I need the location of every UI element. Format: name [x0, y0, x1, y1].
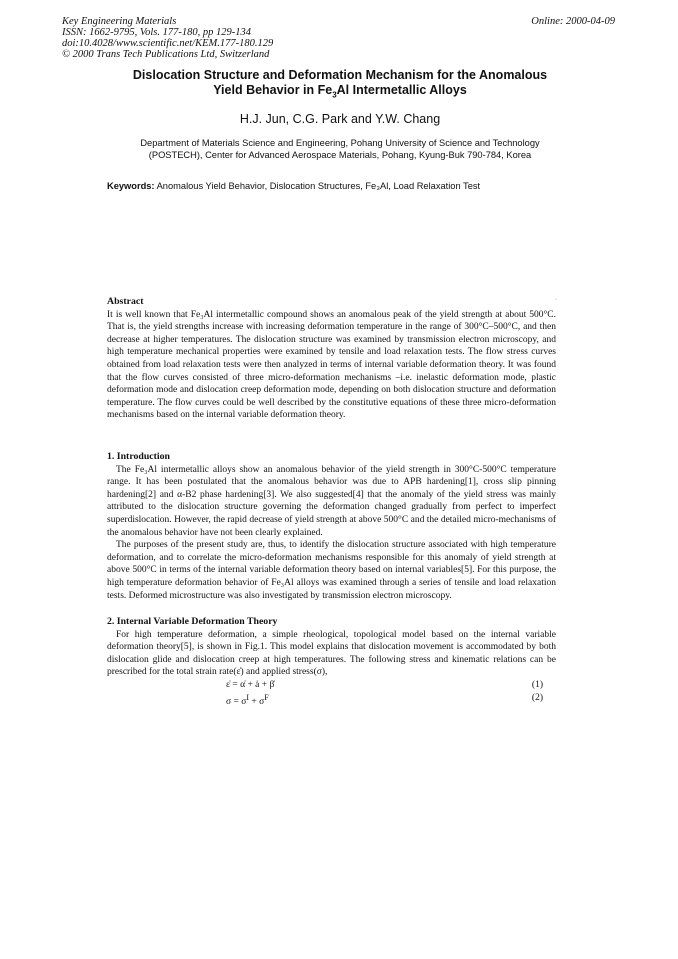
equation-2-formula: $\sigma = \sigma^I + \sigma^F$ — [226, 692, 269, 707]
theory-section — [107, 616, 556, 707]
abstract-section — [107, 296, 556, 422]
doi-line[interactable]: doi:10.4028/www.scientific.net/KEM.177-180.129 — [62, 38, 274, 49]
keywords-text: Anomalous Yield Behavior, Dislocation Structures, Fe₃Al, Load Relaxation Test — [156, 181, 481, 191]
paper-title — [80, 68, 600, 103]
title-line-2: Yield Behavior in $Fe_3Al$ Intermetallic Alloys — [213, 82, 467, 99]
keywords-label: Keywords: — [107, 181, 155, 191]
title-line-1: Dislocation Structure and Deformation Mechanism for the Anomalous — [132, 68, 548, 82]
citation-header — [62, 16, 402, 60]
theory-heading: 2. Internal Variable Deformation Theory — [107, 616, 278, 627]
journal-name: Key Engineering Materials — [62, 16, 177, 27]
issn-line: ISSN: 1662-9795, Vols. 177-180, pp 129-134 — [62, 27, 251, 38]
affiliation — [100, 137, 580, 161]
equation-2-number: (2) — [531, 692, 543, 703]
theory-paragraph-1: For high temperature deformation, a simple rheological, topological model based on the internal variable deformation theory[5], is shown in Fig.1. This model explains that dislocation movement is accommodated by both dislocation glide and dislocation creep at high temperatures. The following stress and kinematic relations can be prescribed for the total strain rate(ε̇) and applied stress(σ), — [107, 629, 556, 678]
online-date: Online: 2000-04-09 — [531, 16, 615, 27]
affiliation-line-2: (POSTECH), Center for Advanced Aerospace Materials, Pohang, Kyung-Buk 790-784, Korea — [148, 150, 532, 160]
abstract-heading: Abstract — [107, 296, 144, 307]
affiliation-line-1: Department of Materials Science and Engineering, Pohang University of Science and Technology — [140, 138, 540, 148]
equation-1 — [107, 679, 556, 692]
authors: H.J. Jun, C.G. Park and Y.W. Chang — [239, 112, 441, 126]
introduction-paragraph-2: The purposes of the present study are, thus, to identify the dislocation structure associated with high temperature deformation, and to correlate the micro-deformation mechanisms responsible for this anomaly of yield strength at above 500°C in terms of the internal variable deformation theory based on internal variables[5]. For this purpose, the high temperature deformation behavior of Fe₃Al alloys was examined through a series of tensile and load relaxation tests. Deformed microstructure was also investigated by transmission electron microscopy. — [107, 540, 556, 601]
keywords — [107, 180, 577, 192]
equation-1-number: (1) — [531, 679, 543, 690]
abstract-text: It is well known that Fe₃Al intermetallic compound shows an anomalous peak of the yield strength at about 500°C. That is, the yield strengths increase with increasing deformation temperature in the range of 300°C–500°C, and then decrease at higher temperatures. The dislocation structure was examined by transmission electron microscopy, and high temperature mechanical properties were examined by tensile and load relaxation tests. The flow stress curves obtained from load relaxation tests were then analyzed in terms of internal variable deformation theory. It was found that the flow curves consisted of three micro-deformation mechanisms –i.e. inelastic deformation mode, plastic deformation mode and dislocation creep deformation mode, depending on both dislocation structure and deformation temperature. The flow curves could be well described by the constitutive equations of these three micro-deformation mechanisms based on the internal variable deformation theory. — [107, 309, 556, 421]
introduction-section — [107, 451, 556, 602]
introduction-paragraph-1: The Fe₃Al intermetallic alloys show an anomalous behavior of the yield strength in 300°C-500°C temperature range. It has been postulated that the anomalous behavior was due to APB hardening[1], cross slip pinning hardening[2] and α-B2 phase hardening[3]. We also suggested[4] that the anomaly of the yield stress was mainly attributed to the dislocation structure governing the deformation changed gradually from perfect to imperfect superdislocation. However, the rapid decrease of yield strength at above 500°C and the detailed micro-mechanisms of the anomalous behavior have not been clearly explained. — [107, 464, 556, 538]
equation-2 — [107, 692, 556, 705]
margin-mark: · — [555, 297, 557, 303]
copyright-line: © 2000 Trans Tech Publications Ltd, Switzerland — [62, 49, 270, 60]
introduction-heading: 1. Introduction — [107, 451, 170, 462]
equation-1-formula: ε̇ = α̇ + ȧ + β̇ — [226, 679, 275, 690]
